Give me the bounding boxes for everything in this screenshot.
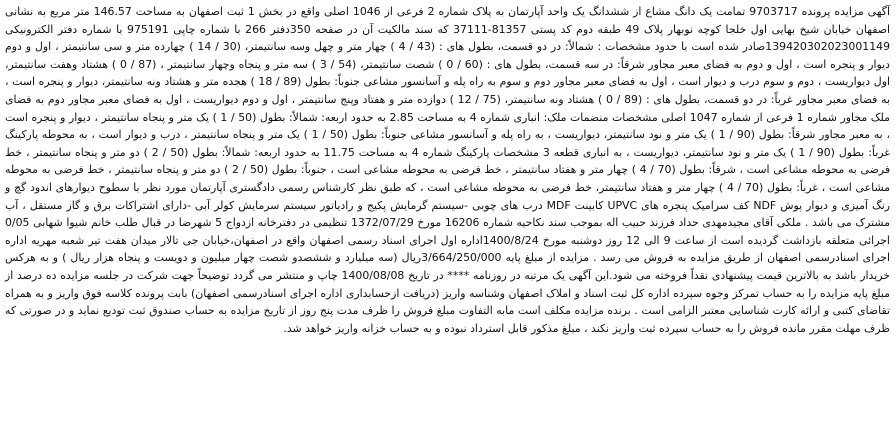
notice-body-text: آگهی مزایده پرونده 9703717 تمامت یک دانگ مشاع از ششدانگ یک واحد آپارتمان به پلاک شماره 2 فرعی از 1046 اصلی واقع در بخش 1 ثبت اصفهان به مساحت 146.57 متر مربع به نشانی اصفهان خیابان شیخ بهایی اول خلجا کوچه نوبهار پلاک 49 طبقه دوم کد پستی 81357-37111 که سند مالکیت آن در صفحه 350دفتر 266 با شماره چاپی 975191 با شماره دفتر الکترونیکی 139420302023001149صادر شده است با حدود مشخصات : شمالاً: در دو قسمت، بطول های : (43 / 4 ) چهار متر و چهل وسه سانتیمتر، (30 / 14 ) چهارده متر و سی سانتیمتر ، اول و دوم دیوار و پنجره است ، اول و دوم به فضای معبر مجاور شرقاً: در سه قسمت، بطول های : (60 / 0 ) شصت سانتیمتر، (54 / 3 ) سه متر و پنجاه وچهار سانتیمتر ، (87 / 0 ) هشتاد وهفت سانتیمتر، اول دیواریست ، دوم و سوم درب و دیوار است ، اول به فضای معبر مجاور دوم و سوم به راه پله و آسانسور مشاعی جنوباً: بطول (89 / 18 ) هجده متر و هشتاد ونه سانتیمتر، دیوار و پنجره است ، به فضای معبر مجاور غرباً: در دو قسمت، بطول های : (89 / 0 ) هشتاد ونه سانتیمتر، (75 / 12 ) دوازده متر و هفتاد وپنج سانتیمتر ، اول و دوم دیواریست ، اول به فضای معبر مجاور دوم به فضای ملک مجاور شماره 1 فرعی از شماره 1047 اصلی مشخصات منضمات ملک: انباری شماره 4 به مساحت 2.85 به حدود اربعه: شمالاً: بطول (50 / 1 ) یک متر و پنجاه سانتیمتر ، دیوار و پنجره است ، به معبر مجاور شرقاً: بطول (90 / 1 ) یک متر و نود سانتیمتر، دیواریست ، به راه پله و آسانسور مشاعی جنوباً: بطول (50 / 1 ) یک متر و پنجاه سانتیمتر ، درب و دیوار است ، به محوطه پارکینگ غرباً: بطول (90 / 1 ) یک متر و نود سانتیمتر، دیواریست ، به انباری قطعه 3 مشخصات پارکینگ شماره 4 به مساحت 11.75 به حدود اربعه: شمالاً: بطول (50 / 2 ) دو متر و پنجاه سانتیمتر ، خط فرضی به محوطه مشاعی است ، شرقاً: بطول (70 / 4 ) چهار متر و هفتاد سانتیمتر ، خط فرضی به محوطه مشاعی است ، جنوباً: بطول (50 / 2 ) دو متر و پنجاه سانتیمتر ، خط فرضی به محوطه مشاعی است ، غرباً: بطول (70 / 4 ) چهار متر و هفتاد سانتیمتر، خط فرضی به محوطه مشاعی است ، که طبق نظر کارشناس رسمی دادگستری آپارتمان مورد نظر با سطوح دیوارهای اندود گچ و رنگ آمیزی و دیوار پوش NDF کف سرامیک پنجره های UPVC کابینت MDF درب های چوبی -سیستم گرمایش پکیج و رادیاتور سیستم سرمایش کولر آبی -دارای اشتراکات برق و گاز مستقل ، آب مشترک می باشد . ملکی آقای مجیدمهدی حداد فرزند حبیب اله بموجب سند نکاحیه شماره 16206 مورخ 1372/07/29 تنظیمی در دفترخانه ازدواج 5 شهرضا در قبال طلب خانم شیوا شهابی 0/05 اجرائی متعلقه بازداشت گردیده است از ساعت 9 الی 12 روز دوشنبه مورخ 1400/8/24اداره اول اجرای اسناد رسمی اصفهان واقع در اصفهان،خیابان جی تالار میدان هفت تیر شعبه مهریه اداره اجرای اسنادرسمی اصفهان از طریق مزایده به فروش می رسد . مزایده از مبلغ پایه 3/664/250/000ریال (سه میلیارد و ششصدو شصت چهار میلیون و دویست و پنجاه هزار ریال ) و به هرکس خریدار باشد به بالاترین قیمت پیشنهادی نقداً فروخته می شود.این آگهی یک مرتبه در روزنامه **** در تاریخ 1400/08/08 چاپ و منتشر می گردد توضیحاً جهت شرکت در جلسه مزایده ده درصد از مبلغ پایه مزایده را به حساب تمرکز وجوه سپرده اداره کل ثبت اسناد و املاک اصفهان وشناسه واریز (دریافت ازحسابداری اداره اجرای اسنادرسمی اصفهان) بابت پرونده کلاسه فوق واریز و به همراه تقاضای کتبی و ارائه کارت شناسایی معتبر الزامی است . برنده مزایده مکلف است مابه التفاوت مبلغ فروش را ظرف مدت پنج روز از تاریخ مزایده به حساب صندوق ثبت تودیع نماید و در صورتی که ظرف مهلت مقرر مانده فروش را به حساب سپرده ثبت واریز نکند ، مبلغ مذکور قابل استرداد نبوده و به حساب خزانه واریز خواهد شد. [5, 5, 891, 335]
